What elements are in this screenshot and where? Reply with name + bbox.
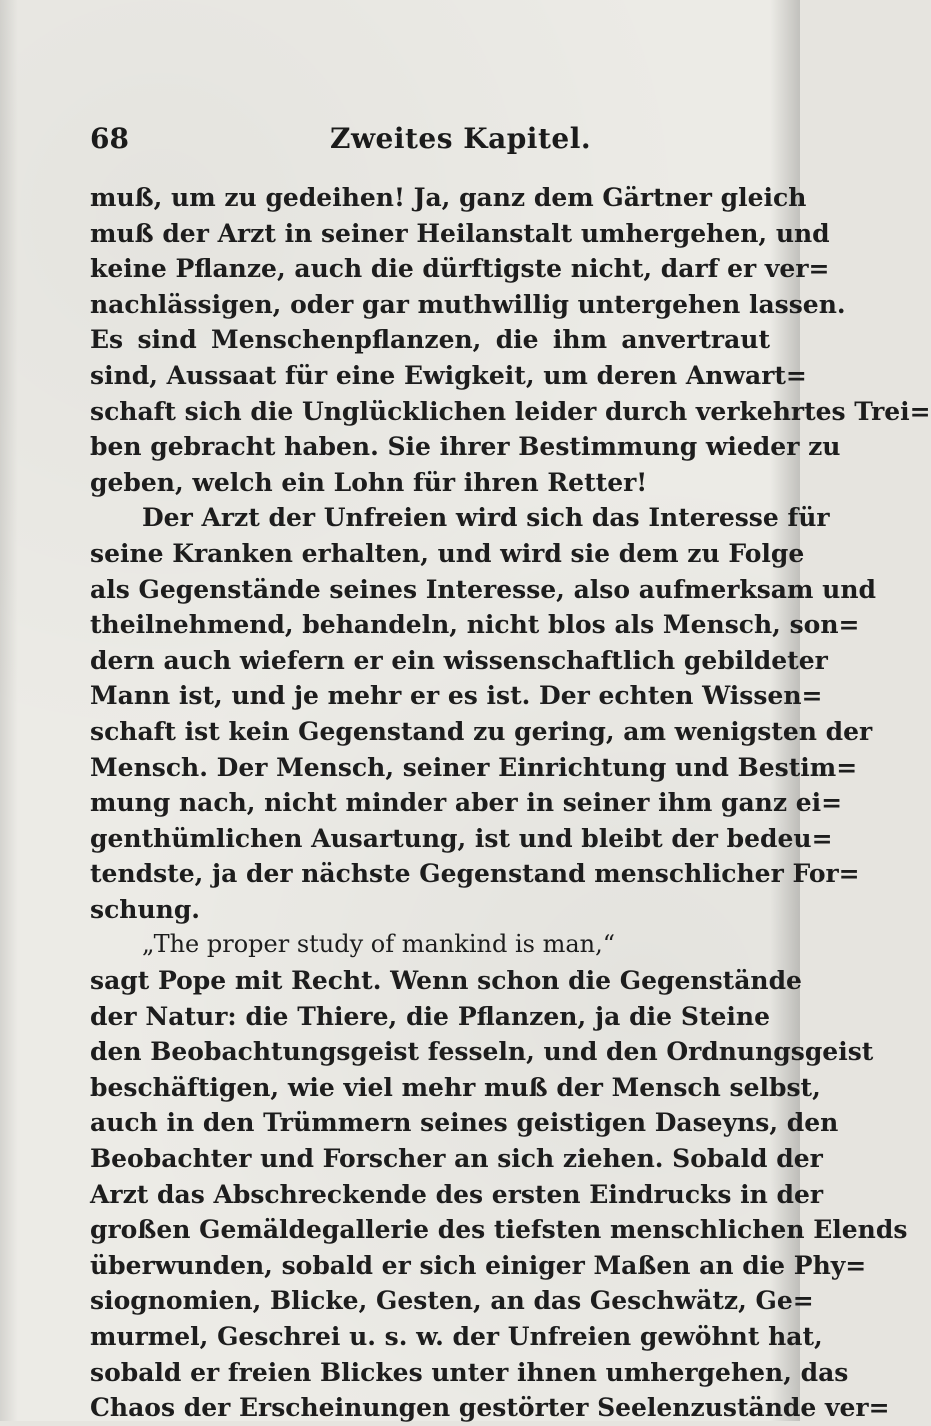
text-line: muß, um zu gedeihen! Ja, ganz dem Gärtner gleich [90,183,807,212]
text-line: Chaos der Erscheinungen gestörter Seelenzustände ver= [90,1393,890,1423]
text-line: sind, Aussaat für eine Ewigkeit, um deren Anwart= [90,360,807,390]
text-line: beschäftigen, wie viel mehr muß der Mensch selbst, [90,1072,821,1102]
text-line: als Gegenstände seines Interesse, also aufmerksam und [90,574,876,604]
text-line: dern auch wiefern er ein wissenschaftlich gebildeter [90,645,828,675]
text-line: siognomien, Blicke, Gesten, an das Geschwätz, Ge= [90,1286,814,1316]
text-line: schaft ist kein Gegenstand zu gering, am wenigsten der [90,716,873,746]
text-line: sobald er freien Blickes unter ihnen umhergehen, das [90,1357,849,1387]
text-line: nachlässigen, oder gar muthwillig untergehen lassen. [90,289,846,319]
text-line: der Natur: die Thiere, die Pflanzen, ja die Steine [90,1001,770,1031]
text-line: großen Gemäldegallerie des tiefsten menschlichen Elends [90,1215,908,1245]
text-line: Der Arzt der Unfreien wird sich das Interesse für [142,503,830,533]
text-line: tendste, ja der nächste Gegenstand menschlicher For= [90,859,860,889]
text-line: überwunden, sobald er sich einiger Maßen an die Phy= [90,1250,867,1280]
text-line: genthümlichen Ausartung, ist und bleibt der bedeu= [90,823,833,853]
text-line: auch in den Trümmern seines geistigen Daseyns, den [90,1108,839,1138]
page-header [90,122,770,166]
body-text [90,180,931,1426]
text-line: murmel, Geschrei u. s. w. der Unfreien gewöhnt hat, [90,1322,823,1351]
page-number: 68 [90,122,129,155]
text-line: schung. [90,894,201,924]
text-line: den Beobachtungsgeist fesseln, und den Ordnungsgeist [90,1037,874,1067]
text-line: Mann ist, und je mehr er es ist. Der echten Wissen= [90,681,823,711]
running-head: Zweites Kapitel. [330,122,592,155]
text-line: geben, welch ein Lohn für ihren Retter! [90,467,648,497]
text-line: Beobachter und Forscher an sich ziehen. Sobald der [90,1144,823,1174]
text-line: Mensch. Der Mensch, seiner Einrichtung und Bestim= [90,752,858,782]
text-line: Arzt das Abschreckende des ersten Eindrucks in der [90,1179,824,1209]
text-line: Es sind Menschenpflanzen, die ihm anvertraut [90,325,770,355]
text-line: keine Pflanze, auch die dürftigste nicht, darf er ver= [90,254,830,284]
text-line: theilnehmend, behandeln, nicht blos als Mensch, son= [90,610,860,640]
text-line: schaft sich die Unglücklichen leider durch verkehrtes Trei= [90,396,931,426]
quote-line: „The proper study of mankind is man,“ [142,930,615,959]
text-line: sagt Pope mit Recht. Wenn schon die Gegenstände [90,966,802,996]
text-line: ben gebracht haben. Sie ihrer Bestimmung wieder zu [90,432,841,462]
text-line: mung nach, nicht minder aber in seiner ihm ganz ei= [90,788,843,818]
text-line: muß der Arzt in seiner Heilanstalt umhergehen, und [90,218,830,248]
text-line: seine Kranken erhalten, und wird sie dem zu Folge [90,538,805,568]
